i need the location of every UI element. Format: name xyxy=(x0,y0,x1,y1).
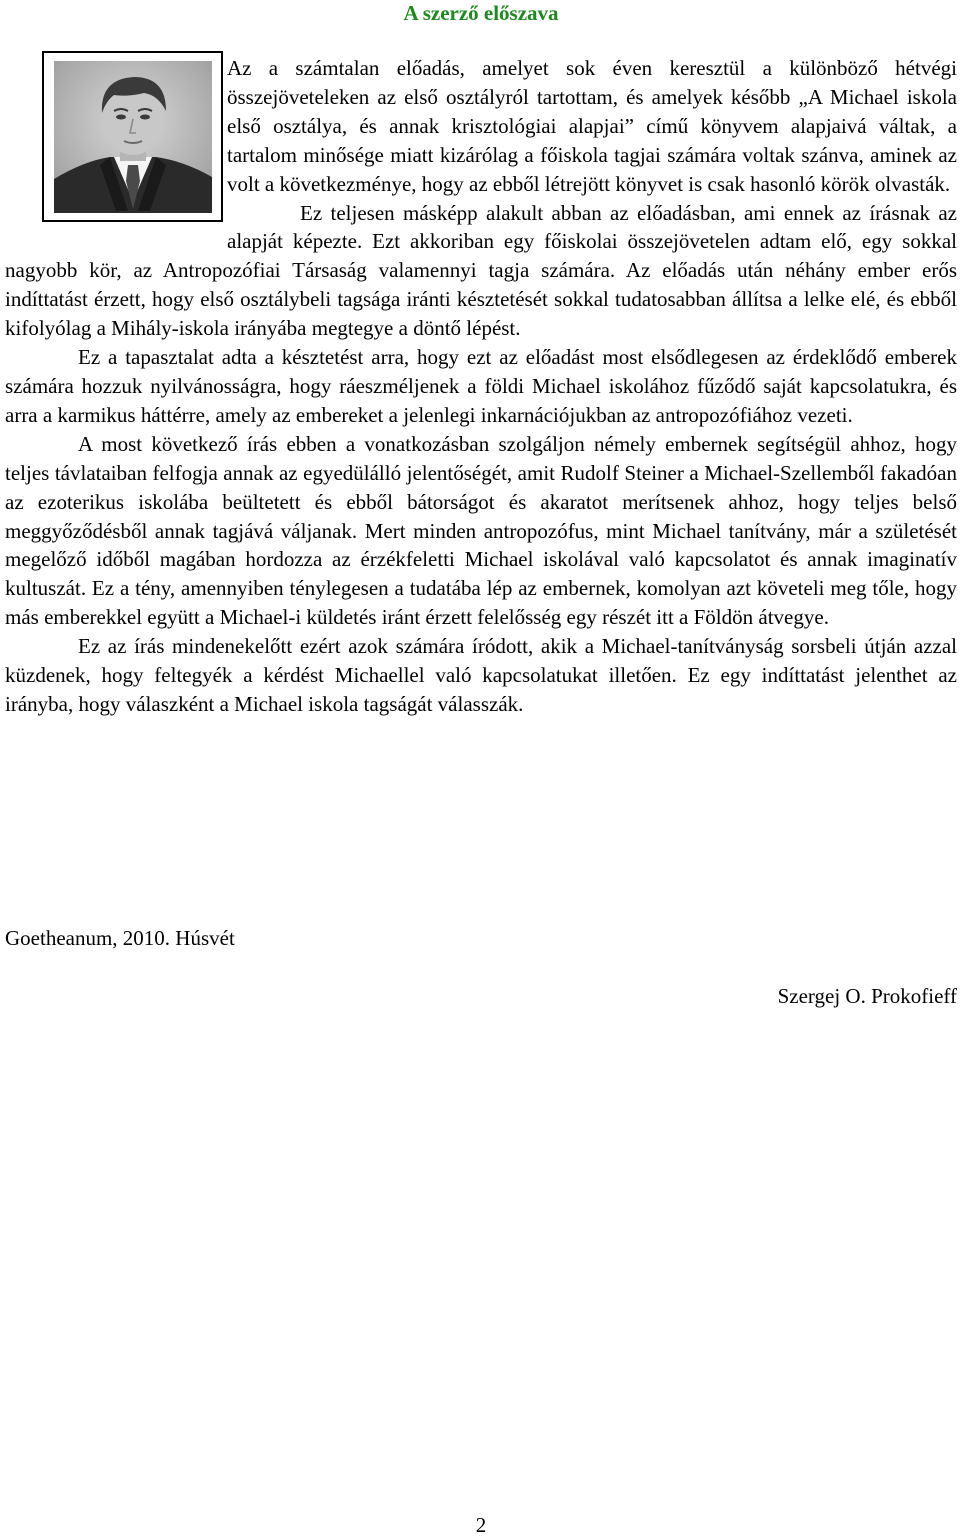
paragraph-4: A most következő írás ebben a vonatkozásban szolgáljon némely embernek segítségül ahhoz, hogy teljes távlataiban felfogja annak az egyedülálló jelentőségét, amit Rudolf Steiner a Michael-Szellemből fakadóan az ezoterikus iskolába beültetett és ebből bátorságot és akaratot merítsenek ahhoz, hogy teljes belső meggyőződésből annak tagjává váljanak. Mert minden antropozófus, mint Michael tanítvány, már a születését megelőző időből magában hordozza az érzékfeletti Michael iskolával való kapcsolatot és annak imaginatív kultuszát. Ez a tény, amennyiben ténylegesen a tudatába lép az embernek, komolyan azt követeli meg tőle, hogy más emberekkel együtt a Michael-i küldetés iránt érzett felelősség egy részét itt a Földön átvegye. xyxy=(5,431,957,630)
page-number: 2 xyxy=(475,1513,487,1537)
body-text xyxy=(5,54,957,719)
paragraph-2: Ez teljesen másképp alakult abban az előadásban, ami ennek az írásnak az alapját képezte. Ezt akkoriban egy főiskolai összejövetelen adtam elő, egy sokkal nagyobb kör, az Antropozófiai Társaság valamennyi tagja számára. Az előadás után néhány ember erős indíttatást érzett, hogy első osztálybeli tagsága iránti késztetését sokkal tudatosabban állítsa a lelke elé, és ebből kifolyólag a Mihály-iskola irányába megtegye a döntő lépést. xyxy=(5,200,957,341)
page-title: A szerző előszava xyxy=(403,1,559,25)
photo-spacer xyxy=(5,54,227,229)
paragraph-3: Ez a tapasztalat adta a késztetést arra, hogy ezt az előadást most elsődlegesen az érdeklődő emberek számára hozzuk nyilvánosságra, hogy ráeszméljenek a földi Michael iskolához fűződő saját kapcsolatukra, és arra a karmikus háttérre, amely az embereket a jelenlegi inkarnációjukban az antropozófiához vezeti. xyxy=(5,345,957,427)
paragraph-1: Az a számtalan előadás, amelyet sok éven keresztül a különböző hétvégi összejöveteleken az első osztályról tartottam, és amelyek később „A Michael iskola első osztálya, és annak krisztológiai alapjai” című könyvem alapjaivá váltak, a tartalom minősége miatt kizárólag a főiskola tagjai számára voltak szánva, aminek az volt a következménye, hogy az ebből létrejött könyvet is csak hasonló körök olvasták. xyxy=(227,56,957,196)
date-line: Goetheanum, 2010. Húsvét xyxy=(5,926,235,950)
paragraph-5: Ez az írás mindenekelőtt ezért azok számára íródott, akik a Michael-tanítványság sorsbeli útján azzal küzdenek, hogy feltegyék a kérdést Michaellel való kapcsolatukat illetően. Ez egy indíttatást jelenthet az irányba, hogy válaszként a Michael iskola tagságát válasszák. xyxy=(5,634,957,716)
author-signature: Szergej O. Prokofieff xyxy=(777,984,957,1008)
